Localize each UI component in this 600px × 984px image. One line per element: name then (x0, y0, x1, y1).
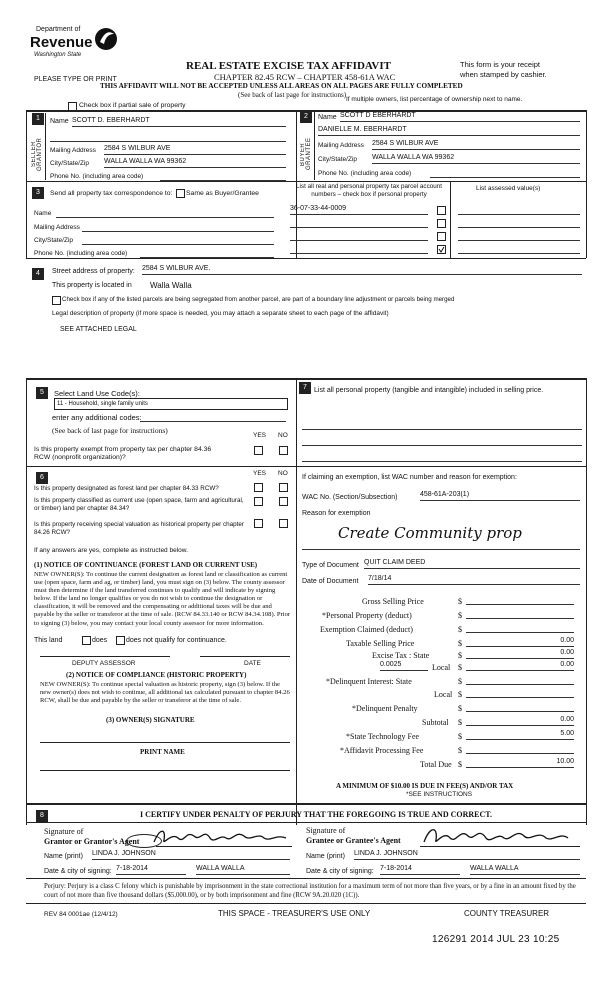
seller-name2-field[interactable] (50, 132, 286, 142)
same-as-buyer-label: Same as Buyer/Grantee (186, 190, 259, 197)
historical-yes-checkbox[interactable] (254, 519, 263, 528)
multiple-owners-note: If multiple owners, list percentage of ownership next to name. (346, 96, 523, 103)
grantee-date-field[interactable]: 7-18-2014 (380, 865, 460, 875)
seller-city-field[interactable]: WALLA WALLA WA 99362 (104, 158, 286, 168)
dollar-sign: $ (458, 639, 462, 648)
dollar-sign: $ (458, 732, 462, 741)
fee-label: Taxable Selling Price (346, 639, 415, 648)
notice-continuance-body: NEW OWNER(S): To continue the current designation as forest land or classification as current use (open space, farm and ag, or timber) land, you must sign on (3) below. The county assessor must then determine if the land transferred continues to qualify and will indicate by signing below. If the land no longer qualifies or you do not wish to continue the designation or classification, it will be removed and the compensating or additional taxes will be due and payable by the seller or transferor at the time of sale. (RCW 84.33.140 or RCW 84.34.108). Prior to signing (3) below, you may contact your local county assessor for more information. (34, 571, 291, 627)
logo-dept-text: Department of (36, 26, 81, 33)
fee-label: Local (432, 663, 451, 672)
assessed-value-field[interactable] (458, 218, 580, 228)
buyer-side-label: BUYER GRANTEE (300, 137, 312, 171)
buyer-city-field[interactable]: WALLA WALLA WA 99362 (372, 154, 580, 164)
logo-state-text: Washington State (34, 52, 82, 58)
doc-date-field[interactable]: 7/18/14 (368, 575, 580, 585)
personal-property-field-3[interactable] (302, 452, 582, 462)
forest-no-checkbox[interactable] (279, 483, 288, 492)
fee-value-field[interactable]: 0.00 (466, 649, 574, 659)
seller-address-field[interactable]: 2584 S WILBUR AVE (104, 145, 286, 155)
fee-label: Total Due (420, 760, 452, 769)
check-icon (438, 246, 445, 253)
land-does-not-text: does not qualify for continuance. (126, 637, 227, 644)
seller-phone-label: Phone No. (including area code) (50, 173, 144, 180)
grantor-sig-label-1: Signature of (44, 827, 84, 836)
deputy-assessor-label: DEPUTY ASSESSOR (72, 660, 136, 667)
exemption-label: If claiming an exemption, list WAC number and reason for exemption: (302, 474, 517, 481)
partial-sale-label: Check box if partial sale of property (79, 102, 186, 109)
parcel-number-field[interactable] (290, 231, 428, 241)
current-use-no-checkbox[interactable] (279, 497, 288, 506)
section-1-badge: 1 (32, 113, 44, 125)
buyer-phone-label: Phone No. (including area code) (318, 170, 412, 177)
corr-city-label: City/State/Zip (34, 237, 74, 244)
land-use-select[interactable]: 11 - Household, single family units (54, 398, 288, 410)
reason-line (302, 540, 580, 550)
see-instructions-note: *SEE INSTRUCTIONS (406, 791, 473, 798)
notice-compliance-title: (2) NOTICE OF COMPLIANCE (HISTORIC PROPERTY) (66, 671, 247, 679)
corr-name-label: Name (34, 210, 52, 217)
dollar-sign: $ (458, 704, 462, 713)
exempt-no-checkbox[interactable] (279, 446, 288, 455)
minimum-due-note: A MINIMUM OF $10.00 IS DUE IN FEE(S) AND/OR TAX (336, 782, 514, 790)
fee-label: *Delinquent Penalty (352, 704, 418, 713)
corr-address-field[interactable] (82, 222, 274, 232)
form-title: REAL ESTATE EXCISE TAX AFFIDAVIT (186, 60, 391, 72)
section-3-badge: 3 (32, 187, 44, 199)
fee-value-field[interactable] (466, 702, 574, 712)
fee-value-field[interactable] (466, 609, 574, 619)
located-label: This property is located in (52, 282, 132, 289)
fee-value-field[interactable]: 0.00 (466, 661, 574, 671)
dor-logo (30, 26, 126, 68)
buyer-city-label: City/State/Zip (318, 156, 358, 163)
dollar-sign: $ (458, 677, 462, 686)
legal-label: Legal description of property (if more space is needed, you may attach a separate sheet to each page of the affidavit) (52, 310, 389, 317)
fee-label: Excise Tax : State (372, 651, 430, 660)
fee-value-field[interactable] (466, 688, 574, 698)
additional-codes-field[interactable] (140, 412, 286, 422)
buyer-name-label: Name (318, 114, 337, 121)
personal-property-field-1[interactable] (302, 420, 582, 430)
fee-label: *State Technology Fee (346, 732, 420, 741)
fee-label: Gross Selling Price (362, 597, 424, 606)
seller-side-label: SELLER GRANTOR (31, 137, 43, 171)
correspondence-label: Send all property tax correspondence to: (50, 190, 173, 197)
buyer-address-field[interactable]: 2584 S WILBUR AVE (372, 140, 580, 150)
forest-question: Is this property designated as forest land per chapter 84.33 RCW? (34, 485, 219, 492)
reason-handwritten[interactable]: Create Community prop (338, 524, 522, 542)
form-warning: THIS AFFIDAVIT WILL NOT BE ACCEPTED UNLESS ALL AREAS ON ALL PAGES ARE FULLY COMPLETED (100, 82, 463, 90)
land-does-checkbox[interactable] (82, 636, 91, 645)
exempt-yes-header: YES (253, 432, 267, 439)
exempt-question: Is this property exempt from property tax per chapter 84.36 RCW (nonprofit organization)? (34, 446, 212, 461)
section-6-badge: 6 (36, 472, 48, 484)
owner-signature-label: (3) OWNER(S) SIGNATURE (106, 716, 195, 724)
grantor-name-label: Name (print) (44, 853, 83, 860)
fee-value-field[interactable] (466, 595, 574, 605)
doc-date-label: Date of Document (302, 578, 359, 585)
parcels-header: List all real and personal property tax parcel account numbers – check box if personal property (296, 183, 442, 198)
personal-property-checkbox[interactable] (437, 245, 446, 254)
corr-phone-field[interactable] (140, 248, 274, 258)
corr-phone-label: Phone No. (including area code) (34, 250, 128, 257)
parcel-number-field[interactable] (290, 244, 428, 254)
parcel-number-field[interactable] (290, 218, 428, 228)
section-8-badge: 8 (36, 810, 48, 822)
current-use-question: Is this property classified as current use (open space, farm and agricultural, or timber) land per chapter 84.34? (34, 497, 244, 512)
segregated-label: Check box if any of the listed parcels are being segregated from another parcel, are part of a boundary line adjustment or parcels being merged (62, 296, 455, 303)
dollar-sign: $ (458, 746, 462, 755)
personal-property-checkbox[interactable] (437, 206, 446, 215)
section-7-badge: 7 (299, 382, 311, 394)
grantee-date-label: Date & city of signing: (306, 868, 374, 875)
seller-phone-field[interactable] (160, 171, 286, 181)
grantee-sig-label-1: Signature of (306, 826, 346, 835)
local-rate-box[interactable]: 0.0025 (380, 661, 428, 671)
fee-value-field[interactable] (466, 744, 574, 754)
assessed-value-field[interactable] (458, 205, 580, 215)
buyer-name2-field[interactable]: DANIELLE M. EBERHARDT (318, 126, 580, 136)
seller-city-label: City/State/Zip (50, 160, 90, 167)
section-2-badge: 2 (300, 111, 312, 123)
personal-property-checkbox[interactable] (437, 232, 446, 241)
dollar-sign: $ (458, 597, 462, 606)
located-value: Walla Walla (150, 281, 192, 290)
doc-type-label: Type of Document (302, 562, 359, 569)
corr-name-field[interactable] (56, 208, 274, 218)
historical-question: Is this property receiving special valuation as historical property per chapter 84.26 RCW? (34, 521, 244, 536)
notice-compliance-body: NEW OWNER(S): To continue special valuation as historic property, sign (3) below. If the new owner(s) does not wish to continue, all additional tax calculated pursuant to chapter 84.26 RCW, shall be due and payable by the seller or transferor at the time of sale. (40, 681, 290, 705)
legal-value[interactable]: SEE ATTACHED LEGAL (60, 326, 137, 333)
exempt-no-header: NO (278, 432, 288, 439)
historical-no-checkbox[interactable] (279, 519, 288, 528)
deputy-date-label: DATE (244, 660, 261, 667)
land-does-label: This land (34, 637, 63, 644)
grantee-city-field[interactable]: WALLA WALLA (470, 865, 580, 875)
logo-swoosh-icon (92, 26, 120, 52)
dollar-sign: $ (458, 718, 462, 727)
if-yes-note: If any answers are yes, complete as instructed below. (34, 547, 188, 554)
current-use-yes-checkbox[interactable] (254, 497, 263, 506)
grantor-city-field[interactable]: WALLA WALLA (196, 865, 290, 875)
certify-text: I CERTIFY UNDER PENALTY OF PERJURY THAT THE FOREGOING IS TRUE AND CORRECT. (140, 810, 493, 819)
receipt-note-2: when stamped by cashier. (460, 70, 547, 79)
exempt-yes-checkbox[interactable] (254, 446, 263, 455)
section-4-badge: 4 (32, 268, 44, 280)
dollar-sign: $ (458, 663, 462, 672)
land-does-not-checkbox[interactable] (116, 636, 125, 645)
grantor-sig-label-2: Grantor or Grantor's Agent (44, 837, 140, 846)
fee-label: *Delinquent Interest: State (326, 677, 412, 686)
fee-value-field[interactable]: 5.00 (466, 730, 574, 740)
street-label: Street address of property: (52, 268, 135, 275)
additional-codes-label: enter any additional codes: (52, 413, 142, 422)
dollar-sign: $ (458, 611, 462, 620)
treasurer-space: THIS SPACE - TREASURER'S USE ONLY (218, 909, 371, 918)
seller-address-label: Mailing Address (50, 147, 96, 154)
grantee-sig-label-2: Grantee or Grantee's Agent (306, 836, 401, 845)
seller-name-label: Name (50, 118, 69, 125)
s6-no-header: NO (278, 470, 288, 477)
assessed-header: List assessed value(s) (476, 185, 541, 192)
see-back-instructions: (See back of last page for instructions) (238, 91, 347, 99)
section-5-badge: 5 (36, 387, 48, 399)
recording-stamp: 126291 2014 JUL 23 10:25 (432, 934, 560, 945)
logo-revenue-text: Revenue (30, 34, 93, 51)
personal-property-field-2[interactable] (302, 436, 582, 446)
forest-yes-checkbox[interactable] (254, 483, 263, 492)
corr-city-field[interactable] (82, 235, 274, 245)
buyer-name-field[interactable]: SCOTT D EBERHARDT (340, 112, 580, 122)
grantor-date-label: Date & city of signing: (44, 868, 112, 875)
reason-label: Reason for exemption (302, 510, 371, 517)
fee-value-field[interactable] (466, 675, 574, 685)
land-use-label: Select Land Use Code(s): (54, 389, 140, 398)
dollar-sign: $ (458, 625, 462, 634)
buyer-phone-field[interactable] (430, 168, 580, 178)
corr-address-label: Mailing Address (34, 224, 80, 231)
fee-label: *Personal Property (deduct) (322, 611, 412, 620)
seller-name-field[interactable]: SCOTT D. EBERHARDT (72, 117, 286, 127)
same-as-buyer-checkbox[interactable] (176, 189, 185, 198)
fee-label: Exemption Claimed (deduct) (320, 625, 413, 634)
fee-label: Subtotal (422, 718, 449, 727)
dollar-sign: $ (458, 690, 462, 699)
notice-continuance-title: (1) NOTICE OF CONTINUANCE (FOREST LAND OR CURRENT USE) (34, 561, 258, 569)
s6-yes-header: YES (253, 470, 267, 477)
fee-value-field[interactable]: 0.00 (466, 637, 574, 647)
county-treasurer: COUNTY TREASURER (464, 909, 550, 918)
fee-label: *Affidavit Processing Fee (340, 746, 424, 755)
grantee-name-label: Name (print) (306, 853, 345, 860)
dollar-sign: $ (458, 651, 462, 660)
grantor-signature[interactable] (150, 824, 290, 848)
parcel-number-field[interactable]: 36-07-33-44-0009 (290, 205, 428, 215)
form-chapter: CHAPTER 82.45 RCW – CHAPTER 458-61A WAC (214, 72, 396, 82)
assessed-value-field[interactable] (458, 244, 580, 254)
personal-property-checkbox[interactable] (437, 219, 446, 228)
fee-label: Local (434, 690, 453, 699)
wac-field[interactable]: 458-61A-203(1) (420, 491, 580, 501)
wac-label: WAC No. (Section/Subsection) (302, 494, 398, 501)
grantor-date-field[interactable]: 7-18-2014 (116, 865, 186, 875)
dollar-sign: $ (458, 760, 462, 769)
fee-value-field[interactable] (466, 623, 574, 633)
perjury-notice: Perjury: Perjury is a class C felony which is punishable by imprisonment in the state correctional institution for a maximum term of not more than five years, or by a fine in an amount fixed by the court of not more than five thousand dollars ($5,000.00), or by both imprisonment and fine (RCW 9A.20.020 (1C)). (44, 883, 576, 899)
grantor-name-field[interactable]: LINDA J. JOHNSON (92, 850, 290, 860)
please-type: PLEASE TYPE OR PRINT (34, 76, 117, 83)
assessed-value-field[interactable] (458, 231, 580, 241)
form-revision: REV 84 0001ae (12/4/12) (44, 911, 118, 918)
buyer-address-label: Mailing Address (318, 142, 364, 149)
receipt-note-1: This form is your receipt (460, 60, 541, 69)
grantee-signature[interactable] (420, 822, 570, 848)
land-use-see-back: (See back of last page for instructions) (52, 426, 168, 435)
land-does-text: does (92, 637, 108, 644)
doc-type-field[interactable]: QUIT CLAIM DEED (364, 559, 580, 569)
grantee-name-field[interactable]: LINDA J. JOHNSON (354, 850, 580, 860)
fee-value-field[interactable]: 0.00 (466, 716, 574, 726)
personal-property-label: List all personal property (tangible and intangible) included in selling price. (314, 387, 544, 394)
print-name-label: PRINT NAME (140, 748, 185, 756)
segregated-checkbox[interactable] (52, 296, 61, 305)
fee-value-field[interactable]: 10.00 (466, 758, 574, 768)
street-field[interactable]: 2584 S WILBUR AVE. (142, 265, 582, 275)
